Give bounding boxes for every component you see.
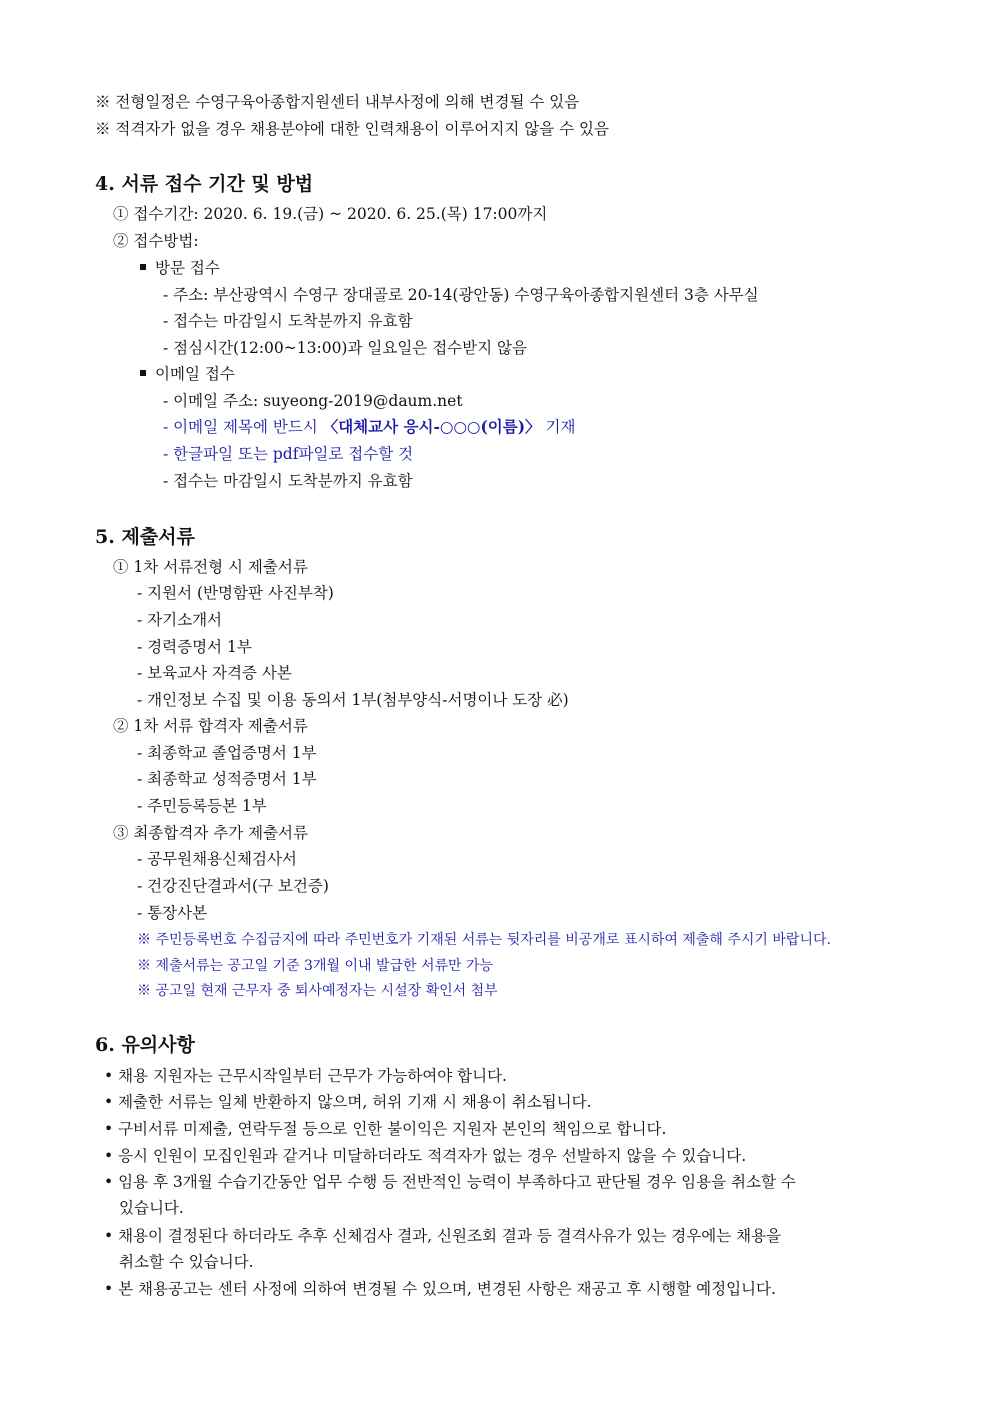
visit-address: - 주소: 부산광역시 수영구 장대골로 20-14(광안동) 수영구육아종합지원센터 3층 사무실 [163, 286, 759, 304]
receipt-period: ① 접수기간: 2020. 6. 19.(금) ~ 2020. 6. 25.(목) 17:00까지 [113, 205, 548, 223]
docs-group-3-heading: ③ 최종합격자 추가 제출서류 [113, 824, 308, 842]
caution-item: • 응시 인원이 모집인원과 같거나 미달하더라도 적격자가 없는 경우 선발하지 않을 수 있습니다. [104, 1147, 747, 1165]
note-schedule: ※ 전형일정은 수영구육아종합지원센터 내부사정에 의해 변경될 수 있음 [95, 93, 580, 111]
visit-receipt-label: 방문 접수 [155, 259, 220, 277]
email-receipt-label: 이메일 접수 [155, 365, 235, 383]
caution-item: • 제출한 서류는 일체 반환하지 않으며, 허위 기재 시 채용이 취소됩니다. [104, 1093, 592, 1111]
square-bullet-icon [140, 264, 146, 270]
docs-group-1-item: - 경력증명서 1부 [137, 638, 252, 656]
docs-group-2-heading: ② 1차 서류 합격자 제출서류 [113, 717, 308, 735]
caution-item-continuation: 취소할 수 있습니다. [119, 1253, 254, 1271]
docs-group-3-item: - 통장사본 [137, 904, 208, 922]
docs-group-2-item: - 최종학교 졸업증명서 1부 [137, 744, 317, 762]
note-no-candidate: ※ 적격자가 없을 경우 채용분야에 대한 인력채용이 이루어지지 않을 수 있음 [95, 120, 609, 138]
caution-item: • 구비서류 미제출, 연락두절 등으로 인한 불이익은 지원자 본인의 책임으로 합니다. [104, 1120, 667, 1138]
docs-group-3-item: - 공무원채용신체검사서 [137, 850, 297, 868]
docs-group-2-item: - 최종학교 성적증명서 1부 [137, 770, 317, 788]
section-6-title: 6. 유의사항 [95, 1034, 195, 1056]
docs-group-1-item: - 자기소개서 [137, 611, 223, 629]
docs-note-resignation: ※ 공고일 현재 근무자 중 퇴사예정자는 시설장 확인서 첨부 [137, 983, 498, 999]
caution-item: • 채용 지원자는 근무시작일부터 근무가 가능하여야 합니다. [104, 1067, 507, 1085]
email-subject-prefix: - 이메일 제목에 반드시 [163, 418, 323, 436]
caution-item: • 본 채용공고는 센터 사정에 의하여 변경될 수 있으며, 변경된 사항은 재공고 후 시행할 예정입니다. [104, 1280, 776, 1298]
email-subject-format: 〈대체교사 응시-○○○(이름)〉 [322, 417, 541, 436]
docs-group-1-item: - 보육교사 자격증 사본 [137, 664, 292, 682]
docs-note-resident-number: ※ 주민등록번호 수집금지에 따라 주민번호가 기재된 서류는 뒷자리를 비공개로 표시하여 제출해 주시기 바랍니다. [137, 932, 831, 948]
docs-note-issue-date: ※ 제출서류는 공고일 기준 3개월 이내 발급한 서류만 가능 [137, 958, 494, 974]
square-bullet-icon [140, 370, 146, 376]
section-4-title: 4. 서류 접수 기간 및 방법 [95, 173, 314, 195]
caution-item: • 채용이 결정된다 하더라도 추후 신체검사 결과, 신원조회 결과 등 결격사유가 있는 경우에는 채용을 [104, 1227, 782, 1245]
caution-item: • 임용 후 3개월 수습기간동안 업무 수행 등 전반적인 능력이 부족하다고 판단될 경우 임용을 취소할 수 [104, 1173, 796, 1191]
docs-group-1-item: - 개인정보 수집 및 이용 동의서 1부(첨부양식-서명이나 도장 必) [137, 691, 569, 709]
docs-group-2-item: - 주민등록등본 1부 [137, 797, 267, 815]
docs-group-3-item: - 건강진단결과서(구 보건증) [137, 877, 329, 895]
section-5-title: 5. 제출서류 [95, 526, 195, 548]
visit-lunch-sunday: - 점심시간(12:00~13:00)과 일요일은 접수받지 않음 [163, 339, 527, 357]
docs-group-1-item: - 지원서 (반명함판 사진부착) [137, 584, 334, 602]
email-address: - 이메일 주소: suyeong-2019@daum.net [163, 392, 463, 410]
email-deadline: - 접수는 마감일시 도착분까지 유효함 [163, 472, 413, 490]
receipt-method: ② 접수방법: [113, 232, 199, 250]
email-receipt-heading [140, 363, 235, 385]
email-subject-suffix: 기재 [540, 418, 576, 436]
docs-group-1-heading: ① 1차 서류전형 시 제출서류 [113, 558, 308, 576]
visit-receipt-heading [140, 257, 220, 279]
email-subject-rule [163, 416, 575, 438]
email-file-format: - 한글파일 또는 pdf파일로 접수할 것 [163, 445, 414, 463]
visit-deadline: - 접수는 마감일시 도착분까지 유효함 [163, 312, 413, 330]
caution-item-continuation: 있습니다. [119, 1199, 184, 1217]
